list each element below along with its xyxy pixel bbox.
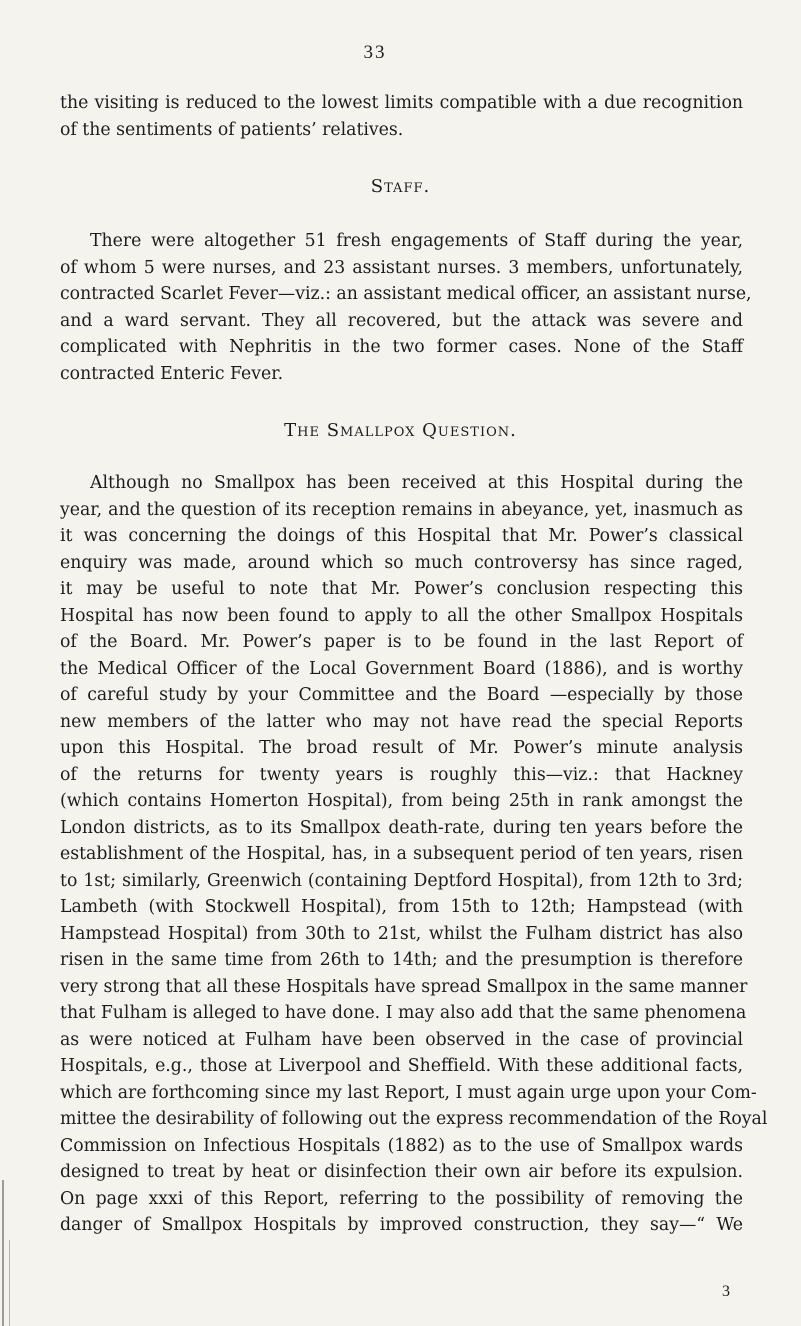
page-number: 33 (363, 42, 387, 63)
text-line: contracted Scarlet Fever—viz.: an assistant medical officer, an assistant nurse, (60, 284, 752, 304)
text-line: Hampstead Hospital) from 30th to 21st, whilst the Fulham district has also (60, 923, 743, 944)
text-line: of whom 5 were nurses, and 23 assistant nurses. 3 members, unfortunately, (60, 257, 743, 278)
text-line: designed to treat by heat or disinfection their own air before its expulsion. (60, 1162, 743, 1182)
smallpox-paragraph (60, 470, 768, 1239)
text-line: Hospital has now been found to apply to all the other Smallpox Hospitals (60, 605, 743, 626)
section-heading-staff: Staff. (370, 176, 431, 197)
text-line: There were altogether 51 fresh engagements of Staff during the year, (90, 231, 743, 251)
text-line: contracted Enteric Fever. (60, 363, 284, 384)
text-line: Although no Smallpox has been received at this Hospital during the (90, 473, 743, 493)
staff-paragraph (60, 228, 752, 387)
binding-edge-shadow-inner (9, 1240, 10, 1326)
intro-paragraph (60, 90, 743, 143)
text-line: as were noticed at Fulham have been observed in the case of provincial (60, 1029, 743, 1050)
text-line: of the Board. Mr. Power’s paper is to be found in the last Report of (60, 632, 743, 652)
text-line: new members of the latter who may not have read the special Reports (60, 711, 743, 732)
text-line: that Fulham is alleged to have done. I may also add that the same phenomena (60, 1003, 747, 1023)
text-line: Lambeth (with Stockwell Hospital), from 15th to 12th; Hampstead (with (60, 897, 743, 917)
text-line: upon this Hospital. The broad result of Mr. Power’s minute analysis (60, 738, 743, 758)
text-line: and a ward servant. They all recovered, but the attack was severe and (60, 310, 743, 331)
text-line: danger of Smallpox Hospitals by improved construction, they say—“ We (60, 1215, 743, 1235)
text-line: Hospitals, e.g., those at Liverpool and Sheffield. With these additional facts, (60, 1056, 743, 1076)
signature-mark: 3 (722, 1283, 730, 1300)
text-line: On page xxxi of this Report, referring to the possibility of removing the (60, 1188, 743, 1209)
text-line: it was concerning the doings of this Hospital that Mr. Power’s classical (60, 526, 743, 546)
text-line: it may be useful to note that Mr. Power’s conclusion respecting this (60, 579, 743, 599)
text-line: (which contains Homerton Hospital), from being 25th in rank amongst the (60, 791, 743, 811)
section-heading-smallpox: The Smallpox Question. (284, 420, 517, 441)
text-line: the visiting is reduced to the lowest limits compatible with a due recognition (60, 93, 743, 113)
text-line: to 1st; similarly, Greenwich (containing Deptford Hospital), from 12th to 3rd; (60, 870, 743, 891)
text-line: Commission on Infectious Hospitals (1882) as to the use of Smallpox wards (60, 1135, 743, 1156)
text-line: risen in the same time from 26th to 14th; and the presumption is therefore (60, 950, 743, 970)
text-line: of careful study by your Committee and the Board —especially by those (60, 685, 743, 705)
text-line: establishment of the Hospital, has, in a subsequent period of ten years, risen (60, 844, 743, 864)
text-line: of the sentiments of patients’ relatives. (60, 119, 404, 140)
text-line: which are forthcoming since my last Report, I must again urge upon your Com- (60, 1082, 757, 1103)
text-line: mittee the desirability of following out the express recommendation of the Royal (60, 1109, 768, 1129)
text-line: the Medical Officer of the Local Government Board (1886), and is worthy (60, 658, 743, 679)
binding-edge-shadow (2, 1180, 4, 1326)
text-line: year, and the question of its reception remains in abeyance, yet, inasmuch as (60, 499, 743, 520)
text-line: of the returns for twenty years is roughly this—viz.: that Hackney (60, 764, 743, 785)
text-line: complicated with Nephritis in the two former cases. None of the Staff (60, 337, 743, 357)
text-line: enquiry was made, around which so much controversy has since raged, (60, 552, 743, 573)
text-line: London districts, as to its Smallpox death-rate, during ten years before the (60, 817, 743, 838)
text-line: very strong that all these Hospitals have spread Smallpox in the same manner (60, 976, 748, 997)
